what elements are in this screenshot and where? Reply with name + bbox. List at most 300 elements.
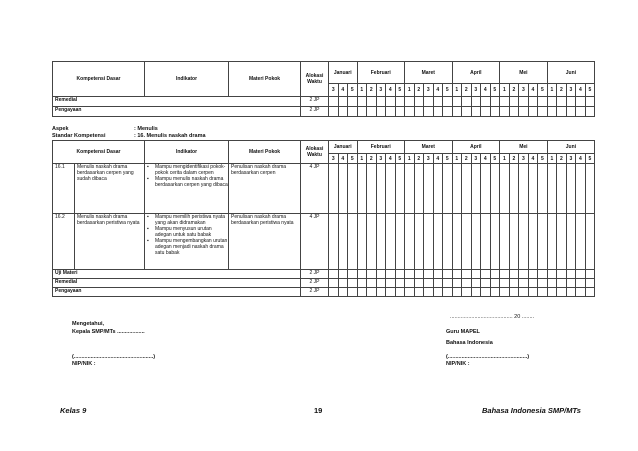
week-number: 5 — [585, 84, 595, 97]
header-indikator: Indikator — [145, 141, 229, 164]
week-cell — [519, 288, 529, 297]
week-number: 4 — [576, 154, 586, 164]
week-cell — [452, 107, 462, 117]
week-number: 2 — [367, 84, 377, 97]
indikator-item: ▪ Mampu memilih peristiwa nyata yang akan didramakan — [155, 214, 228, 226]
week-cell — [338, 214, 348, 270]
week-cell — [414, 164, 424, 214]
week-cell — [424, 214, 434, 270]
alokasi-value: 4 JP — [301, 214, 329, 270]
week-cell — [386, 164, 396, 214]
week-number: 1 — [500, 84, 510, 97]
week-cell — [509, 107, 519, 117]
week-number: 3 — [566, 84, 576, 97]
week-cell — [443, 164, 453, 214]
week-cell — [414, 97, 424, 107]
week-cell — [386, 214, 396, 270]
week-cell — [452, 288, 462, 297]
table-row-pengayaan — [53, 288, 595, 297]
week-cell — [452, 97, 462, 107]
week-cell — [386, 270, 396, 279]
week-cell — [585, 288, 595, 297]
aspect-line — [52, 126, 158, 133]
header-month: April — [452, 141, 500, 154]
header-kompetensi-dasar: Kompetensi Dasar — [53, 62, 145, 97]
week-number: 4 — [528, 154, 538, 164]
week-cell — [443, 97, 453, 107]
week-cell — [490, 97, 500, 107]
week-cell — [357, 288, 367, 297]
week-cell — [471, 214, 481, 270]
week-cell — [471, 97, 481, 107]
week-cell — [443, 107, 453, 117]
week-cell — [386, 279, 396, 288]
week-number: 3 — [424, 84, 434, 97]
week-cell — [433, 288, 443, 297]
indikator-cell — [145, 214, 229, 270]
week-cell — [547, 164, 557, 214]
week-cell — [519, 164, 529, 214]
week-cell — [348, 97, 358, 107]
footer-subject: Bahasa Indonesia SMP/MTs — [482, 406, 581, 415]
week-cell — [481, 270, 491, 279]
footer-class: Kelas 9 — [60, 406, 87, 415]
header-month: Mei — [500, 141, 548, 154]
week-cell — [357, 164, 367, 214]
week-cell — [348, 164, 358, 214]
indikator-item: ▪ Mampu menyusun urutan adegan untuk satu babak — [155, 226, 228, 238]
week-cell — [471, 164, 481, 214]
week-cell — [538, 270, 548, 279]
week-cell — [405, 214, 415, 270]
week-cell — [357, 97, 367, 107]
week-cell — [538, 279, 548, 288]
week-cell — [509, 288, 519, 297]
week-cell — [376, 164, 386, 214]
indikator-cell — [145, 164, 229, 214]
week-number: 2 — [557, 84, 567, 97]
week-number: 1 — [405, 84, 415, 97]
signature-right-line1: Guru MAPEL — [446, 329, 480, 335]
week-cell — [500, 107, 510, 117]
week-cell — [566, 107, 576, 117]
week-cell — [367, 279, 377, 288]
header-alokasi-waktu: Alokasi Waktu — [301, 62, 329, 97]
week-number: 3 — [471, 84, 481, 97]
alokasi-value: 2 JP — [301, 97, 329, 107]
row-label: Pengayaan — [53, 288, 301, 297]
week-cell — [557, 288, 567, 297]
week-cell — [452, 164, 462, 214]
week-cell — [576, 164, 586, 214]
week-cell — [471, 288, 481, 297]
week-cell — [424, 279, 434, 288]
kd-number: 16.1 — [53, 164, 75, 214]
week-cell — [538, 97, 548, 107]
week-cell — [395, 164, 405, 214]
row-label: Remedial — [53, 279, 301, 288]
signature-right-line2: Bahasa Indonesia — [446, 340, 493, 346]
week-cell — [433, 270, 443, 279]
week-cell — [329, 107, 339, 117]
week-cell — [509, 214, 519, 270]
week-cell — [414, 288, 424, 297]
week-cell — [557, 279, 567, 288]
standard-competency-value: : 16. Menulis naskah drama — [134, 133, 206, 139]
week-cell — [566, 270, 576, 279]
row-label: Pengayaan — [53, 107, 301, 117]
week-cell — [338, 107, 348, 117]
week-cell — [329, 214, 339, 270]
week-cell — [509, 97, 519, 107]
week-cell — [414, 279, 424, 288]
materi-pokok-cell: Penulisan naskah drama berdasarkan peristiwa nyata — [229, 214, 301, 270]
header-month: Juni — [547, 62, 595, 84]
week-cell — [500, 97, 510, 107]
week-cell — [424, 164, 434, 214]
week-cell — [538, 107, 548, 117]
week-cell — [414, 214, 424, 270]
week-cell — [414, 107, 424, 117]
week-cell — [576, 214, 586, 270]
week-cell — [557, 214, 567, 270]
week-cell — [433, 107, 443, 117]
week-cell — [547, 279, 557, 288]
week-cell — [566, 214, 576, 270]
week-cell — [585, 214, 595, 270]
footer-page-number: 19 — [314, 406, 323, 415]
week-cell — [585, 107, 595, 117]
week-cell — [338, 288, 348, 297]
week-cell — [452, 279, 462, 288]
week-cell — [405, 164, 415, 214]
week-cell — [329, 164, 339, 214]
indikator-item: ▪ Mampu menulis naskah drama berdasarkan cerpen yang dibaca — [155, 176, 228, 188]
alokasi-value: 2 JP — [301, 288, 329, 297]
header-month: Januari — [329, 141, 358, 154]
materi-pokok-cell: Penulisan naskah drama berdasarkan cerpen — [229, 164, 301, 214]
week-cell — [471, 270, 481, 279]
week-cell — [462, 107, 472, 117]
week-number: 1 — [405, 154, 415, 164]
week-number: 5 — [443, 154, 453, 164]
table-row-16-2 — [53, 214, 595, 270]
week-number: 3 — [566, 154, 576, 164]
week-cell — [433, 214, 443, 270]
week-cell — [557, 97, 567, 107]
week-number: 4 — [481, 84, 491, 97]
week-cell — [357, 270, 367, 279]
week-cell — [519, 279, 529, 288]
kd-number: 16.2 — [53, 214, 75, 270]
row-label: Uji Materi — [53, 270, 301, 279]
week-cell — [395, 270, 405, 279]
week-cell — [376, 288, 386, 297]
schedule-table-1 — [52, 61, 595, 117]
week-cell — [490, 164, 500, 214]
header-month: Februari — [357, 62, 405, 84]
week-number: 4 — [386, 154, 396, 164]
week-cell — [481, 164, 491, 214]
week-cell — [338, 279, 348, 288]
week-cell — [528, 97, 538, 107]
week-number: 2 — [509, 84, 519, 97]
standard-competency-label: Standar Kompetensi — [52, 133, 106, 139]
kd-description: Menulis naskah drama berdasarkan cerpen yang sudah dibaca — [75, 164, 145, 214]
week-cell — [481, 107, 491, 117]
header-month: Januari — [329, 62, 358, 84]
week-cell — [528, 107, 538, 117]
week-cell — [538, 164, 548, 214]
week-cell — [538, 288, 548, 297]
signature-right-name: (....................................................) — [446, 354, 530, 360]
week-number: 5 — [490, 84, 500, 97]
week-cell — [329, 288, 339, 297]
week-number: 3 — [424, 154, 434, 164]
week-cell — [519, 107, 529, 117]
week-cell — [433, 279, 443, 288]
week-cell — [528, 164, 538, 214]
week-cell — [348, 214, 358, 270]
week-number: 5 — [538, 84, 548, 97]
week-number: 1 — [547, 154, 557, 164]
header-month: Maret — [405, 141, 453, 154]
week-cell — [376, 107, 386, 117]
week-cell — [395, 279, 405, 288]
signature-right-nip: NIP/NIK : — [446, 361, 470, 367]
week-cell — [405, 97, 415, 107]
week-number: 4 — [433, 84, 443, 97]
week-cell — [547, 270, 557, 279]
week-number: 4 — [338, 154, 348, 164]
week-number: 1 — [500, 154, 510, 164]
week-cell — [500, 288, 510, 297]
week-cell — [348, 270, 358, 279]
week-cell — [519, 97, 529, 107]
week-cell — [395, 107, 405, 117]
week-cell — [376, 97, 386, 107]
week-number: 4 — [576, 84, 586, 97]
schedule-table-2 — [52, 140, 595, 297]
week-number: 3 — [519, 154, 529, 164]
week-cell — [566, 164, 576, 214]
week-cell — [348, 107, 358, 117]
week-cell — [471, 107, 481, 117]
week-cell — [367, 107, 377, 117]
week-cell — [338, 164, 348, 214]
week-cell — [357, 214, 367, 270]
week-cell — [566, 97, 576, 107]
aspect-value: : Menulis — [134, 126, 158, 132]
week-cell — [405, 288, 415, 297]
week-cell — [462, 288, 472, 297]
week-number: 2 — [509, 154, 519, 164]
week-cell — [547, 97, 557, 107]
week-cell — [395, 288, 405, 297]
week-cell — [329, 97, 339, 107]
week-cell — [367, 214, 377, 270]
table-row-pengayaan — [53, 107, 595, 117]
header-kompetensi-dasar: Kompetensi Dasar — [53, 141, 145, 164]
week-cell — [367, 97, 377, 107]
signature-date: ......................................... 20 ........ — [450, 314, 535, 320]
week-number: 2 — [414, 84, 424, 97]
week-cell — [519, 270, 529, 279]
header-materi-pokok: Materi Pokok — [229, 141, 301, 164]
week-cell — [528, 288, 538, 297]
week-cell — [376, 270, 386, 279]
week-number: 3 — [329, 154, 339, 164]
standard-competency-line — [52, 133, 206, 140]
week-cell — [386, 288, 396, 297]
week-cell — [462, 279, 472, 288]
week-cell — [585, 279, 595, 288]
week-number: 4 — [528, 84, 538, 97]
week-cell — [576, 107, 586, 117]
week-cell — [481, 97, 491, 107]
week-cell — [490, 270, 500, 279]
header-month: Februari — [357, 141, 405, 154]
week-number: 5 — [585, 154, 595, 164]
week-cell — [329, 279, 339, 288]
week-cell — [424, 288, 434, 297]
week-number: 3 — [376, 84, 386, 97]
week-cell — [528, 214, 538, 270]
week-cell — [424, 107, 434, 117]
header-row-months — [53, 141, 595, 154]
week-cell — [566, 288, 576, 297]
week-cell — [471, 279, 481, 288]
week-cell — [576, 97, 586, 107]
week-cell — [386, 107, 396, 117]
signature-left-line2: Kepala SMP/MTs .................. — [72, 329, 145, 335]
week-cell — [443, 270, 453, 279]
week-number: 5 — [443, 84, 453, 97]
header-indikator: Indikator — [145, 62, 229, 97]
week-cell — [462, 164, 472, 214]
week-number: 5 — [348, 154, 358, 164]
week-cell — [547, 214, 557, 270]
week-cell — [509, 270, 519, 279]
week-cell — [329, 270, 339, 279]
week-cell — [452, 214, 462, 270]
week-number: 3 — [376, 154, 386, 164]
header-month: Juni — [547, 141, 595, 154]
week-cell — [338, 270, 348, 279]
week-cell — [424, 97, 434, 107]
week-cell — [405, 270, 415, 279]
week-number: 4 — [433, 154, 443, 164]
week-cell — [424, 270, 434, 279]
header-month: April — [452, 62, 500, 84]
kd-description: Menulis naskah drama berdasarkan peristiwa nyata — [75, 214, 145, 270]
week-cell — [348, 288, 358, 297]
header-materi-pokok: Materi Pokok — [229, 62, 301, 97]
week-cell — [462, 270, 472, 279]
week-cell — [443, 214, 453, 270]
header-month: Mei — [500, 62, 548, 84]
week-cell — [395, 214, 405, 270]
week-number: 4 — [386, 84, 396, 97]
week-number: 2 — [414, 154, 424, 164]
signature-left-line1: Mengetahui, — [72, 321, 105, 327]
indikator-item: ▪ Mampu mengembangkan urutan adegan menjadi naskah drama satu babak — [155, 238, 228, 256]
week-cell — [357, 279, 367, 288]
week-cell — [547, 288, 557, 297]
table-row-16-1 — [53, 164, 595, 214]
week-cell — [585, 97, 595, 107]
row-label: Remedial — [53, 97, 301, 107]
week-cell — [547, 107, 557, 117]
week-cell — [405, 107, 415, 117]
week-cell — [528, 279, 538, 288]
week-number: 5 — [490, 154, 500, 164]
week-cell — [490, 107, 500, 117]
week-cell — [433, 97, 443, 107]
week-number: 3 — [471, 154, 481, 164]
week-cell — [357, 107, 367, 117]
week-cell — [557, 164, 567, 214]
week-cell — [376, 279, 386, 288]
week-cell — [500, 164, 510, 214]
week-cell — [462, 214, 472, 270]
week-cell — [566, 279, 576, 288]
week-number: 3 — [519, 84, 529, 97]
header-month: Maret — [405, 62, 453, 84]
week-cell — [367, 288, 377, 297]
week-cell — [576, 270, 586, 279]
week-cell — [433, 164, 443, 214]
week-cell — [367, 270, 377, 279]
week-cell — [528, 270, 538, 279]
week-cell — [481, 214, 491, 270]
week-cell — [576, 279, 586, 288]
alokasi-value: 2 JP — [301, 270, 329, 279]
week-number: 4 — [481, 154, 491, 164]
week-cell — [395, 97, 405, 107]
table-row-remedial — [53, 97, 595, 107]
week-number: 1 — [452, 84, 462, 97]
indikator-item: ▪ Mampu mengidentifikasi pokok-pokok cerita dalam cerpen — [155, 164, 228, 176]
week-number: 2 — [557, 154, 567, 164]
week-cell — [585, 164, 595, 214]
week-number: 5 — [395, 154, 405, 164]
week-number: 1 — [547, 84, 557, 97]
week-number: 5 — [348, 84, 358, 97]
header-row-months — [53, 62, 595, 84]
week-cell — [376, 214, 386, 270]
week-cell — [367, 164, 377, 214]
week-cell — [414, 270, 424, 279]
header-alokasi-waktu: Alokasi Waktu — [301, 141, 329, 164]
week-cell — [538, 214, 548, 270]
week-cell — [509, 164, 519, 214]
week-cell — [500, 270, 510, 279]
week-number: 2 — [462, 84, 472, 97]
week-cell — [405, 279, 415, 288]
table-row-remedial — [53, 279, 595, 288]
week-cell — [348, 279, 358, 288]
week-number: 5 — [395, 84, 405, 97]
week-number: 1 — [357, 84, 367, 97]
week-cell — [462, 97, 472, 107]
aspect-label: Aspek — [52, 126, 69, 132]
week-cell — [443, 279, 453, 288]
week-number: 5 — [538, 154, 548, 164]
week-cell — [576, 288, 586, 297]
table-row-uji-materi — [53, 270, 595, 279]
week-number: 4 — [338, 84, 348, 97]
